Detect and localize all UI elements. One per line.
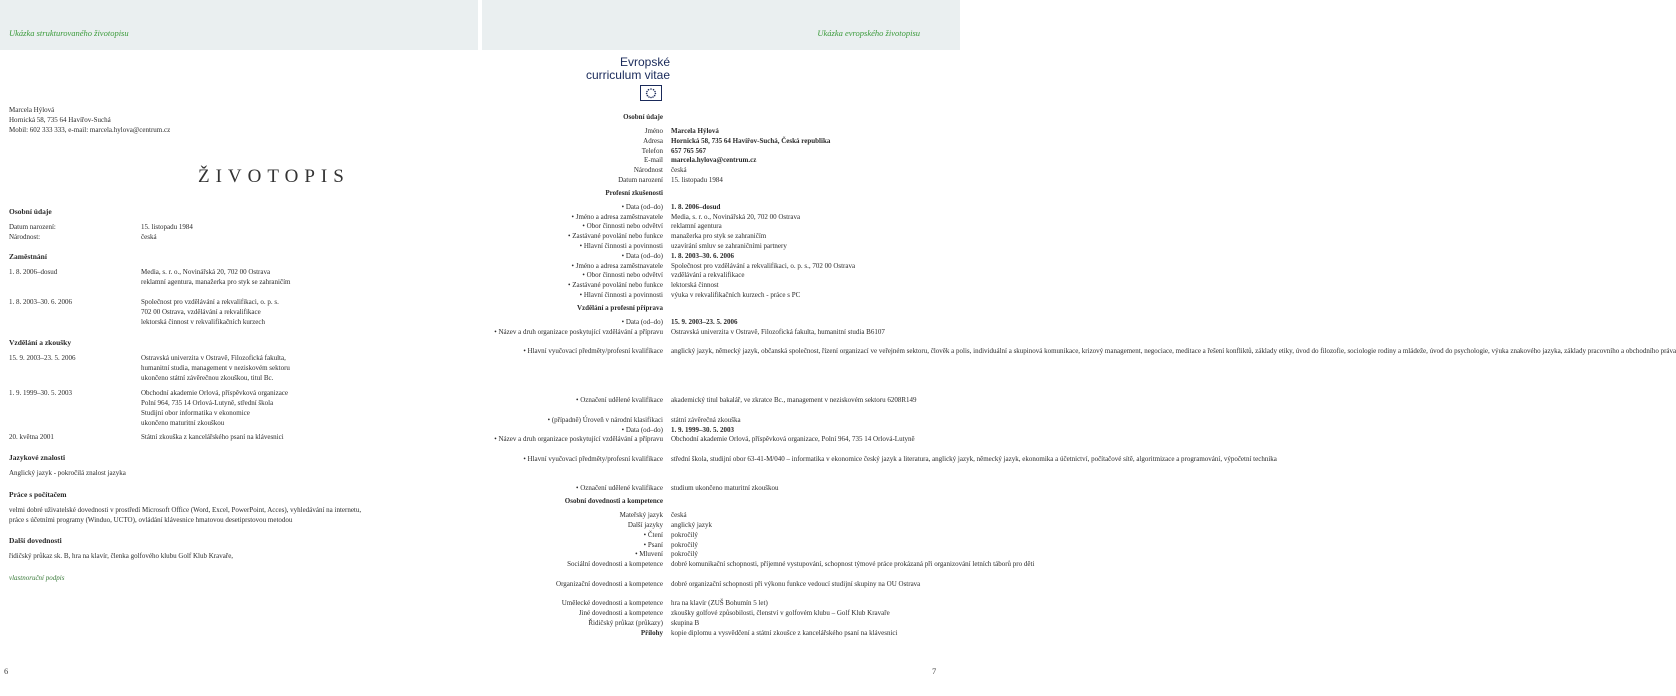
- row-label: Telefon: [641, 146, 663, 155]
- education-text: Státní zkouška z kancelářského psaní na klávesnici: [141, 433, 284, 441]
- row-label: Přílohy: [640, 628, 663, 637]
- row-label: • Označení udělené kvalifikace: [483, 395, 663, 405]
- row-value: Obchodní akademie Orlová, příspěvková organizace, Polní 964, 735 14 Orlová-Lutyně: [671, 435, 915, 444]
- row-value: česká: [671, 166, 687, 175]
- row-value: Media, s. r. o., Novinářská 20, 702 00 Ostrava: [671, 212, 801, 221]
- row-label: • (případně) Úroveň v národní klasifikaci: [483, 415, 663, 425]
- row-value: 15. 9. 2003–23. 5. 2006: [671, 317, 738, 326]
- row-label: • Označení udělené kvalifikace: [483, 483, 663, 493]
- row-label: • Zastávané povolání nebo funkce: [483, 231, 663, 241]
- row-value: dobré organizační schopnosti při výkonu funkce vedoucí studijní skupiny na OU Ostrava: [671, 579, 921, 588]
- job-text: Společnost pro vzdělávání a rekvalifikaci, o. p. s. 702 00 Ostrava, vzdělávání a rekvalifikace lektorská činnost v rekvalifikačních kurzech: [141, 298, 279, 326]
- row-value: Společnost pro vzdělávání a rekvalifikaci, o. p. s., 702 00 Ostrava: [671, 261, 856, 270]
- personal-heading: Osobní údaje: [9, 207, 52, 216]
- contact-name: Marcela Hýlová: [9, 106, 55, 114]
- row-value: pokročilý: [671, 550, 698, 559]
- row-label: • Data (od–do): [483, 425, 663, 435]
- row-value: uzavírání smluv se zahraničními partnery: [671, 242, 787, 250]
- section-heading: Profesní zkušenosti: [605, 188, 663, 197]
- page-number-left: 6: [4, 666, 9, 676]
- row-value: manažerka pro styk se zahraničím: [671, 232, 767, 241]
- row-value: skupina B: [671, 619, 700, 627]
- row-label: Umělecké dovednosti a kompetence: [561, 599, 663, 608]
- education-date: 15. 9. 2003–23. 5. 2006: [9, 354, 76, 362]
- eu-flag-icon: [640, 85, 662, 101]
- row-value: střední škola, studijní obor 63-41-M/040 – informatika v ekonomice český jazyk a literatura, anglický jazyk, německý jazyk, ekonomika a účetnictví, počítačové sítě, algoritmizace a programování, výpočetní technika: [671, 455, 1277, 463]
- other-skills-heading: Další dovednosti: [9, 536, 62, 545]
- row-label: • Hlavní činnosti a povinnosti: [483, 290, 663, 300]
- employment-heading: Zaměstnání: [9, 252, 47, 261]
- row-label: • Data (od–do): [483, 251, 663, 261]
- row-value: pokročilý: [671, 540, 698, 549]
- row-value: výuka v rekvalifikačních kurzech - práce s PC: [671, 291, 801, 299]
- row-label: • Hlavní vyučovací předměty/profesní kvalifikace: [483, 346, 663, 356]
- section-heading: Vzdělání a profesní příprava: [576, 303, 663, 312]
- education-text: Ostravská univerzita v Ostravě, Filozofická fakulta, humanitní studia, management v neziskovém sektoru ukončeno státní závěrečnou zkouškou, titul Bc.: [141, 354, 290, 382]
- job-date: 1. 8. 2006–dosud: [9, 268, 58, 276]
- right-caption: Ukázka evropského životopisu: [817, 28, 920, 38]
- birth-value: 15. listopadu 1984: [141, 223, 193, 231]
- row-label: • Data (od–do): [483, 317, 663, 327]
- signature: vlastnoruční podpis: [9, 574, 65, 582]
- row-value: 1. 8. 2003–30. 6. 2006: [671, 251, 734, 260]
- row-label: Organizační dovednosti a kompetence: [556, 579, 663, 588]
- row-value: 1. 8. 2006–dosud: [671, 202, 721, 211]
- row-value: Marcela Hýlová: [671, 127, 719, 135]
- row-value: 1. 9. 1999–30. 5. 2003: [671, 425, 734, 434]
- row-label: • Název a druh organizace poskytující vzdělávání a přípravu: [483, 327, 663, 337]
- job-date: 1. 8. 2003–30. 6. 2006: [9, 298, 72, 306]
- computer-text: velmi dobré uživatelské dovednosti v prostředí Microsoft Office (Word, Excel, PowerPoint, Acces), vyhledávání na internetu, práce s účetními programy (Winduo, UCTO), ovládání klávesnice hmatovou desetiprstovou metodou: [9, 506, 362, 524]
- row-label: Národnost: [633, 166, 663, 175]
- row-value: anglický jazyk: [671, 521, 713, 529]
- row-label: Jiné dovednosti a kompetence: [578, 609, 663, 618]
- row-label: Sociální dovednosti a kompetence: [567, 560, 663, 569]
- nationality-value: česká: [141, 233, 157, 241]
- row-value: akademický titul bakalář, ve zkratce Bc., management v neziskovém sektoru 6208R149: [671, 396, 917, 405]
- row-label: Mateřský jazyk: [619, 511, 663, 520]
- row-value: pokročilý: [671, 530, 698, 539]
- birth-label: Datum narození:: [9, 223, 56, 231]
- languages-heading: Jazykové znalosti: [9, 453, 66, 462]
- row-value: vzdělávání a rekvalifikace: [671, 271, 745, 280]
- row-label: E-mail: [643, 156, 663, 165]
- row-value: česká: [671, 511, 687, 520]
- contact-phone-email: Mobil: 602 333 333, e-mail: marcela.hylova@centrum.cz: [9, 126, 171, 134]
- row-label: Datum narození: [618, 176, 663, 184]
- row-label: • Obor činnosti nebo odvětví: [483, 221, 663, 231]
- education-date: 1. 9. 1999–30. 5. 2003: [9, 389, 72, 397]
- row-label: • Psaní: [483, 540, 663, 550]
- row-value: lektorská činnost: [671, 281, 719, 290]
- row-label: • Čtení: [483, 530, 663, 540]
- row-label: • Hlavní vyučovací předměty/profesní kvalifikace: [483, 454, 663, 464]
- section-heading: Osobní dovednosti a kompetence: [564, 497, 663, 506]
- left-page-header-bar: [0, 0, 478, 50]
- page-number-right: 7: [932, 666, 937, 676]
- row-label: • Data (od–do): [483, 202, 663, 212]
- job-text: Media, s. r. o., Novinářská 20, 702 00 Ostrava reklamní agentura, manažerka pro styk se zahraničím: [141, 268, 291, 286]
- row-value: hra na klavír (ZUŠ Bohumín 5 let): [671, 599, 768, 608]
- row-value: marcela.hylova@centrum.cz: [671, 156, 757, 165]
- row-label: • Mluvení: [483, 549, 663, 559]
- row-label: Další jazyky: [627, 521, 663, 529]
- eu-cv-title: Evropské curriculum vitae: [585, 55, 670, 82]
- row-label: • Hlavní činnosti a povinnosti: [483, 241, 663, 251]
- row-value: 15. listopadu 1984: [671, 176, 723, 184]
- computer-heading: Práce s počítačem: [9, 490, 67, 499]
- row-value: kopie diplomu a vysvědčení a státní zkoušce z kancelářského psaní na klávesnici: [671, 628, 898, 637]
- nationality-label: Národnost:: [9, 233, 41, 241]
- right-page-header-bar: [482, 0, 960, 50]
- row-value: zkoušky golfové způsobilosti, členství v golfovém klubu – Golf Klub Kravaře: [671, 609, 890, 618]
- row-label: • Název a druh organizace poskytující vzdělávání a přípravu: [483, 434, 663, 444]
- education-date: 20. května 2001: [9, 433, 54, 441]
- row-label: • Jméno a adresa zaměstnavatele: [483, 261, 663, 271]
- page-title: ŽIVOTOPIS: [198, 166, 350, 187]
- left-caption: Ukázka strukturovaného životopisu: [9, 28, 129, 38]
- education-heading: Vzdělání a zkoušky: [9, 338, 72, 347]
- row-label: Řidičský průkaz (průkazy): [588, 619, 663, 627]
- row-label: Adresa: [643, 136, 663, 145]
- row-label: • Zastávané povolání nebo funkce: [483, 280, 663, 290]
- row-label: • Obor činnosti nebo odvětví: [483, 270, 663, 280]
- row-value: reklamní agentura: [671, 222, 722, 231]
- other-skills-text: řidičský průkaz sk. B, hra na klavír, členka golfového klubu Golf Klub Kravaře,: [9, 552, 234, 560]
- row-value: anglický jazyk, německý jazyk, občanská společnost, řízení organizací ve veřejném sektoru, člověk a polis, individuální a skupinová komunikace, krizový management, negociace, meditace a řešení konfliktů, základy etiky, úvod do filozofie, sociologie rodiny a mládeže, úvod do psychologie, výuka znakového jazyka, základy pracovního a obchodního práva: [671, 347, 1676, 356]
- row-value: Hornická 58, 735 64 Havířov-Suchá, Česká republika: [671, 136, 831, 145]
- row-label: Jméno: [644, 127, 663, 135]
- row-value: studium ukončeno maturitní zkouškou: [671, 484, 779, 493]
- row-value: státní závěrečná zkouška: [671, 415, 741, 424]
- row-value: Ostravská univerzita v Ostravě, Filozofická fakulta, humanitní studia B6107: [671, 327, 885, 336]
- row-value: 657 765 567: [671, 146, 706, 155]
- section-heading: Osobní údaje: [623, 113, 663, 121]
- education-text: Obchodní akademie Orlová, příspěvková organizace Polní 964, 735 14 Orlová-Lutyně, střední škola Studijní obor informatika v ekonomice ukončeno maturitní zkouškou: [141, 389, 289, 427]
- row-value: dobré komunikační schopnosti, příjemné vystupování, schopnost týmové práce prokázaná při organizování letních táborů pro děti: [671, 560, 1035, 569]
- row-label: • Jméno a adresa zaměstnavatele: [483, 212, 663, 222]
- contact-address: Hornická 58, 735 64 Havířov-Suchá: [9, 116, 111, 124]
- languages-text: Anglický jazyk - pokročilá znalost jazyka: [9, 469, 126, 477]
